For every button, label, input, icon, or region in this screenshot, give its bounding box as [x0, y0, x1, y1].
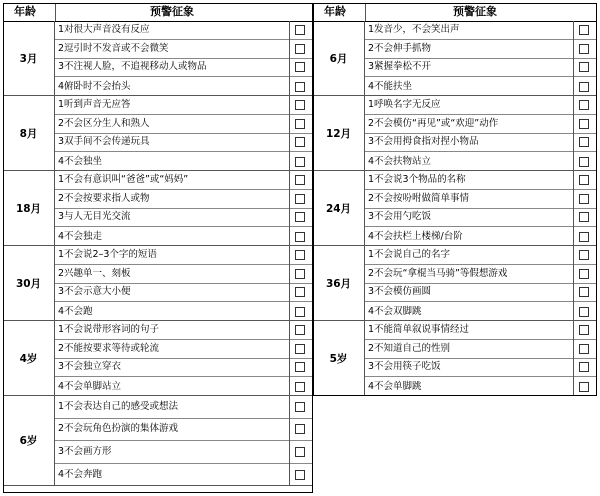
sign-row: [55, 40, 313, 59]
age-label: 12月: [313, 96, 365, 170]
sign-text: 2兴趣单一、刻板: [58, 267, 131, 279]
age-label: 18月: [3, 171, 55, 245]
age-label: 6岁: [3, 396, 55, 485]
sign-text: 1不会说带形容词的句子: [58, 323, 160, 335]
sign-checkbox[interactable]: [295, 402, 305, 412]
sign-row: [55, 152, 313, 171]
sign-text: 3不会用筷子吃饭: [368, 361, 441, 373]
sign-row: [55, 21, 313, 40]
sign-checkbox[interactable]: [295, 325, 305, 335]
sign-text: 3不会用拇食指对捏小物品: [368, 136, 479, 148]
sign-text: 1听到声音无应答: [58, 98, 131, 110]
sign-checkbox[interactable]: [295, 362, 305, 372]
sign-checkbox[interactable]: [295, 137, 305, 147]
sign-row: [55, 77, 313, 96]
checkbox-column-divider: [289, 396, 290, 486]
sign-row: [55, 134, 313, 153]
sign-row: [55, 441, 313, 464]
sign-row: [55, 321, 313, 340]
sign-checkbox[interactable]: [579, 119, 589, 129]
sign-text: 2不能按要求等待或轮流: [58, 342, 160, 354]
sign-checkbox[interactable]: [579, 157, 589, 167]
sign-text: 4不会跑: [58, 305, 93, 317]
sign-list: [365, 96, 597, 171]
sign-checkbox[interactable]: [579, 232, 589, 242]
sign-row: [365, 96, 597, 115]
sign-text: 2不会按要求指人或物: [58, 192, 150, 204]
sign-checkbox[interactable]: [579, 250, 589, 260]
sign-row: [55, 464, 313, 487]
sign-text: 3不会用勺吃饭: [368, 211, 432, 223]
sign-checkbox[interactable]: [579, 325, 589, 335]
age-label: 6月: [313, 21, 365, 95]
checkbox-column-divider: [573, 321, 574, 396]
sign-text: 1不能简单叙说事情经过: [368, 323, 470, 335]
sign-text: 2不会按吩咐做简单事情: [368, 192, 470, 204]
sign-row: [55, 340, 313, 359]
sign-text: 1不会表达自己的感受或想法: [58, 400, 179, 412]
sign-text: 1发音少，不会笑出声: [368, 23, 460, 35]
sign-checkbox[interactable]: [295, 82, 305, 92]
age-group: [3, 171, 313, 246]
sign-row: [55, 396, 313, 419]
sign-row: [365, 377, 597, 396]
sign-text: 2不会玩角色扮演的集体游戏: [58, 423, 179, 435]
checkbox-column-divider: [573, 171, 574, 246]
sign-row: [365, 359, 597, 378]
sign-row: [55, 115, 313, 134]
sign-row: [365, 340, 597, 359]
sign-text: 3不会独立穿衣: [58, 361, 122, 373]
sign-row: [55, 171, 313, 190]
sign-checkbox[interactable]: [295, 232, 305, 242]
sign-text: 1呼唤名字无反应: [368, 98, 441, 110]
sign-text: 2不会玩“拿棍当马骑”等假想游戏: [368, 267, 508, 279]
sign-checkbox[interactable]: [579, 175, 589, 185]
sign-list: [55, 171, 313, 246]
sign-list: [55, 396, 313, 486]
sign-checkbox[interactable]: [579, 100, 589, 110]
sign-checkbox[interactable]: [579, 362, 589, 372]
age-label: 36月: [313, 246, 365, 320]
sign-text: 3不注视人脸，不追视移动人或物品: [58, 61, 207, 73]
sign-row: [365, 40, 597, 59]
age-group: [313, 321, 597, 396]
sign-row: [365, 209, 597, 228]
sign-list: [365, 21, 597, 96]
sign-text: 2不会伸手抓物: [368, 42, 432, 54]
sign-text: 4不会独走: [58, 230, 103, 242]
sign-row: [365, 77, 597, 96]
sign-row: [55, 190, 313, 209]
table-header-right: [313, 3, 597, 22]
sign-checkbox[interactable]: [579, 269, 589, 279]
checkbox-column-divider: [289, 171, 290, 246]
sign-checkbox[interactable]: [295, 424, 305, 434]
header-divider: [55, 3, 56, 21]
sign-row: [365, 284, 597, 303]
sign-text: 4不会单脚站立: [58, 380, 122, 392]
sign-checkbox[interactable]: [295, 382, 305, 392]
checkbox-column-divider: [573, 96, 574, 171]
sign-text: 3不会画方形: [58, 445, 112, 457]
sign-checkbox[interactable]: [295, 44, 305, 54]
sign-list: [55, 96, 313, 171]
age-group: [3, 246, 313, 321]
sign-row: [55, 302, 313, 321]
sign-checkbox[interactable]: [579, 25, 589, 35]
age-label: 8月: [3, 96, 55, 170]
age-label: 3月: [3, 21, 55, 95]
sign-row: [55, 96, 313, 115]
sign-row: [55, 359, 313, 378]
sign-row: [55, 419, 313, 442]
sign-checkbox[interactable]: [579, 307, 589, 317]
sign-text: 4不会双脚跳: [368, 305, 422, 317]
sign-text: 4不会扶栏上楼梯/台阶: [368, 230, 463, 242]
age-label: 4岁: [3, 321, 55, 395]
sign-checkbox[interactable]: [295, 447, 305, 457]
sign-text: 2不会区分生人和熟人: [58, 117, 150, 129]
sign-row: [365, 59, 597, 78]
age-group: [313, 171, 597, 246]
sign-list: [365, 171, 597, 246]
sign-checkbox[interactable]: [295, 100, 305, 110]
sign-text: 4不能扶坐: [368, 80, 413, 92]
header-age: 年龄: [14, 5, 36, 18]
header-age: 年龄: [324, 5, 346, 18]
sign-list: [55, 321, 313, 396]
age-label: 24月: [313, 171, 365, 245]
sign-list: [55, 21, 313, 96]
sign-checkbox[interactable]: [295, 25, 305, 35]
sign-checkbox[interactable]: [295, 194, 305, 204]
sign-list: [365, 246, 597, 321]
sign-text: 3不会模仿画圆: [368, 286, 432, 298]
sign-checkbox[interactable]: [579, 82, 589, 92]
age-group: [3, 21, 313, 96]
sign-text: 3与人无目光交流: [58, 211, 131, 223]
sign-checkbox[interactable]: [579, 344, 589, 354]
warning-signs-table: [3, 3, 597, 493]
age-group: [313, 246, 597, 321]
sign-text: 1不会有意识叫“爸爸”或“妈妈”: [58, 173, 189, 185]
checkbox-column-divider: [289, 21, 290, 96]
sign-row: [365, 171, 597, 190]
sign-checkbox[interactable]: [295, 119, 305, 129]
sign-row: [365, 152, 597, 171]
sign-text: 4不会单脚跳: [368, 380, 422, 392]
sign-row: [365, 302, 597, 321]
sign-checkbox[interactable]: [579, 212, 589, 222]
sign-row: [365, 321, 597, 340]
sign-row: [365, 227, 597, 246]
sign-checkbox[interactable]: [295, 470, 305, 480]
sign-row: [365, 265, 597, 284]
sign-row: [55, 227, 313, 246]
sign-checkbox[interactable]: [295, 344, 305, 354]
sign-text: 2逗引时不发音或不会微笑: [58, 42, 169, 54]
age-group: [3, 321, 313, 396]
sign-text: 1不会说3个物品的名称: [368, 173, 466, 185]
sign-checkbox[interactable]: [295, 250, 305, 260]
sign-text: 3不会示意大小便: [58, 286, 131, 298]
sign-row: [55, 59, 313, 78]
sign-row: [365, 190, 597, 209]
sign-checkbox[interactable]: [579, 137, 589, 147]
sign-checkbox[interactable]: [295, 307, 305, 317]
sign-checkbox[interactable]: [579, 44, 589, 54]
header-signs: 预警征象: [150, 5, 194, 18]
sign-checkbox[interactable]: [579, 287, 589, 297]
age-group: [313, 21, 597, 96]
sign-row: [365, 115, 597, 134]
sign-checkbox[interactable]: [295, 175, 305, 185]
header-divider: [365, 3, 366, 21]
sign-row: [365, 134, 597, 153]
checkbox-column-divider: [289, 246, 290, 321]
sign-text: 1不会说2–3个字的短语: [58, 248, 157, 260]
age-label: 30月: [3, 246, 55, 320]
sign-text: 3双手间不会传递玩具: [58, 136, 150, 148]
checkbox-column-divider: [573, 21, 574, 96]
sign-text: 1不会说自己的名字: [368, 248, 451, 260]
sign-text: 4俯卧时不会抬头: [58, 80, 131, 92]
sign-row: [365, 21, 597, 40]
header-signs: 预警征象: [453, 5, 497, 18]
sign-checkbox[interactable]: [295, 157, 305, 167]
age-group: [3, 396, 313, 486]
sign-text: 4不会奔跑: [58, 468, 103, 480]
sign-list: [365, 321, 597, 396]
sign-checkbox[interactable]: [579, 194, 589, 204]
sign-checkbox[interactable]: [295, 269, 305, 279]
sign-row: [55, 284, 313, 303]
sign-checkbox[interactable]: [295, 62, 305, 72]
age-label: 5岁: [313, 321, 365, 395]
sign-text: 1对很大声音没有反应: [58, 23, 150, 35]
checkbox-column-divider: [573, 246, 574, 321]
age-group: [313, 96, 597, 171]
sign-text: 3紧握拳松不开: [368, 61, 432, 73]
sign-row: [55, 209, 313, 228]
sign-text: 4不会扶物站立: [368, 155, 432, 167]
sign-list: [55, 246, 313, 321]
checkbox-column-divider: [289, 321, 290, 396]
sign-checkbox[interactable]: [295, 287, 305, 297]
sign-row: [55, 377, 313, 396]
age-group: [3, 96, 313, 171]
checkbox-column-divider: [289, 96, 290, 171]
sign-row: [55, 265, 313, 284]
sign-text: 2不会模仿“再见”或“欢迎”动作: [368, 117, 499, 129]
sign-text: 2不知道自己的性别: [368, 342, 451, 354]
sign-text: 4不会独坐: [58, 155, 103, 167]
sign-checkbox[interactable]: [579, 382, 589, 392]
sign-row: [365, 246, 597, 265]
sign-checkbox[interactable]: [579, 62, 589, 72]
table-header-left: [3, 3, 313, 22]
sign-checkbox[interactable]: [295, 212, 305, 222]
sign-row: [55, 246, 313, 265]
